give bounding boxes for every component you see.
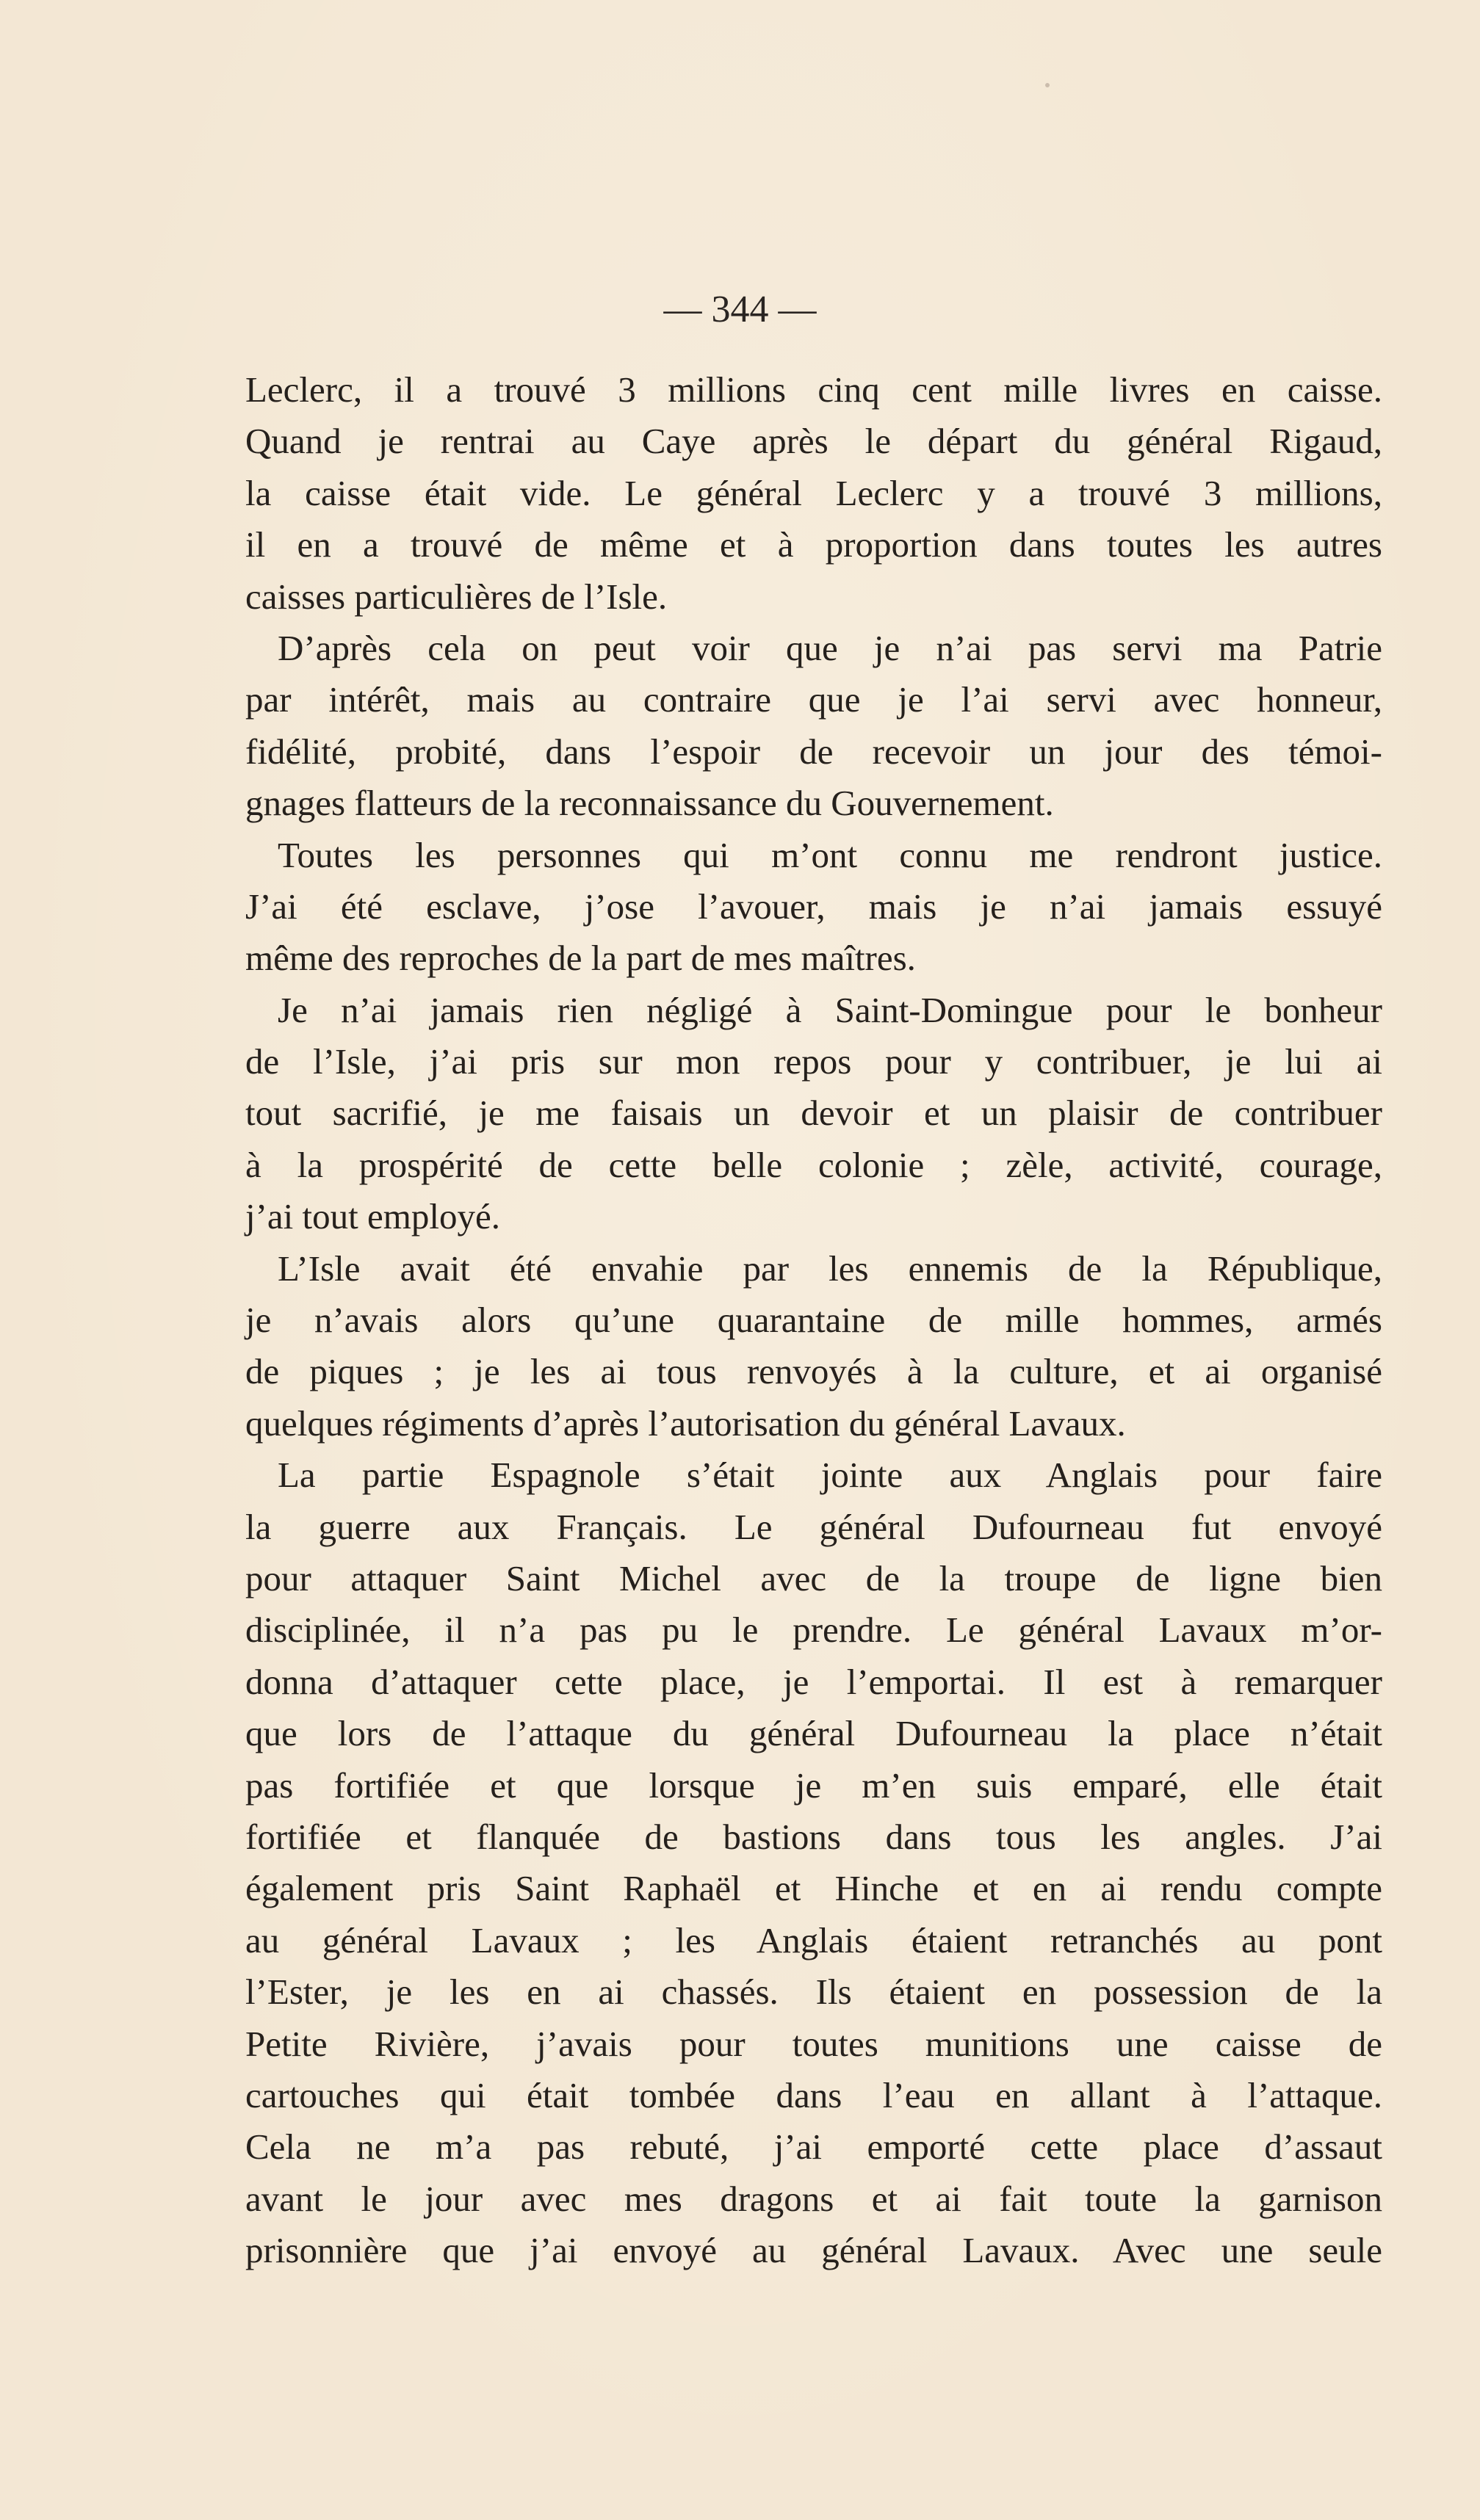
text-line: pas fortifiée et que lorsque je m’en suis emparé, elle était <box>245 1764 1382 1806</box>
page-number: — 344 — <box>663 289 817 330</box>
text-line: Leclerc, il a trouvé 3 millions cinq cent mille livres en caisse. <box>245 369 1382 410</box>
text-line: Petite Rivière, j’avais pour toutes munitions une caisse de <box>245 2023 1382 2064</box>
text-line: de piques ; je les ai tous renvoyés à la culture, et ai organisé <box>245 1351 1382 1392</box>
text-line: Cela ne m’a pas rebuté, j’ai emporté cette place d’assaut <box>245 2126 1382 2168</box>
text-line: cartouches qui était tombée dans l’eau en allant à l’attaque. <box>245 2074 1382 2115</box>
text-line: gnages flatteurs de la reconnaissance du Gouvernement. <box>245 783 1054 824</box>
text-line: D’après cela on peut voir que je n’ai pas servi ma Patrie <box>278 627 1382 668</box>
text-line: avant le jour avec mes dragons et ai fait toute la garnison <box>245 2178 1382 2219</box>
text-line: Toutes les personnes qui m’ont connu me rendront justice. <box>278 834 1382 875</box>
text-line: je n’avais alors qu’une quarantaine de mille hommes, armés <box>245 1300 1382 1341</box>
text-line: fidélité, probité, dans l’espoir de recevoir un jour des témoi- <box>245 731 1382 772</box>
text-line: par intérêt, mais au contraire que je l’ai servi avec honneur, <box>245 679 1382 720</box>
text-line: Quand je rentrai au Caye après le départ du général Rigaud, <box>245 421 1382 462</box>
text-line: au général Lavaux ; les Anglais étaient retranchés au pont <box>245 1919 1382 1960</box>
body-text <box>245 364 1382 2276</box>
text-line: prisonnière que j’ai envoyé au général Lavaux. Avec une seule <box>245 2230 1382 2271</box>
text-line: la guerre aux Français. Le général Dufourneau fut envoyé <box>245 1506 1382 1547</box>
text-line: donna d’attaquer cette place, je l’emportai. Il est à remarquer <box>245 1661 1382 1702</box>
text-line: La partie Espagnole s’était jointe aux Anglais pour faire <box>278 1455 1382 1496</box>
text-line: J’ai été esclave, j’ose l’avouer, mais je n’ai jamais essuyé <box>245 886 1382 927</box>
text-line: disciplinée, il n’a pas pu le prendre. Le général Lavaux m’or- <box>245 1610 1382 1651</box>
text-line: à la prospérité de cette belle colonie ; zèle, activité, courage, <box>245 1144 1382 1185</box>
paper-speck <box>1045 83 1050 87</box>
text-line: quelques régiments d’après l’autorisation du général Lavaux. <box>245 1402 1126 1444</box>
text-line: de l’Isle, j’ai pris sur mon repos pour y contribuer, je lui ai <box>245 1041 1382 1082</box>
text-line: Je n’ai jamais rien négligé à Saint-Domingue pour le bonheur <box>278 989 1382 1030</box>
text-line: caisses particulières de l’Isle. <box>245 576 668 617</box>
text-line: pour attaquer Saint Michel avec de la troupe de ligne bien <box>245 1557 1382 1598</box>
text-line: L’Isle avait été envahie par les ennemis de la République, <box>278 1248 1382 1289</box>
text-line: tout sacrifié, je me faisais un devoir et un plaisir de contribuer <box>245 1093 1382 1134</box>
text-line: la caisse était vide. Le général Leclerc y a trouvé 3 millions, <box>245 472 1382 513</box>
text-line: fortifiée et flanquée de bastions dans tous les angles. J’ai <box>245 1816 1382 1857</box>
text-line: il en a trouvé de même et à proportion dans toutes les autres <box>245 524 1382 565</box>
text-line: l’Ester, je les en ai chassés. Ils étaient en possession de la <box>245 1972 1382 2013</box>
text-line: j’ai tout employé. <box>245 1196 500 1237</box>
text-line: également pris Saint Raphaël et Hinche et en ai rendu compte <box>245 1868 1382 1909</box>
text-line: que lors de l’attaque du général Dufourneau la place n’était <box>245 1713 1382 1754</box>
text-line: même des reproches de la part de mes maîtres. <box>245 938 916 979</box>
